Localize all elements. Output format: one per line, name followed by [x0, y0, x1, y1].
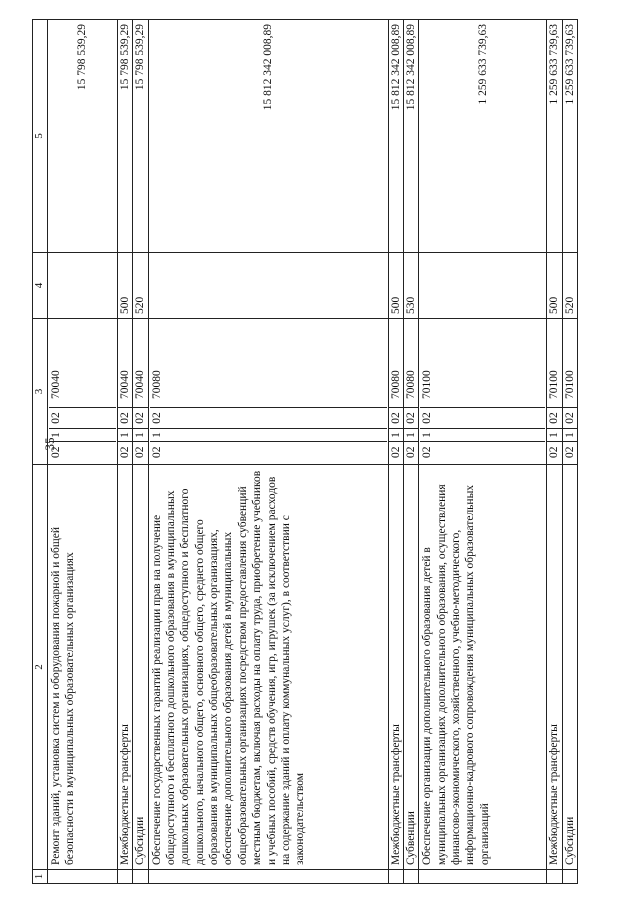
table-row — [562, 20, 577, 884]
row-expense-type — [148, 253, 388, 319]
code-main: 02 — [150, 408, 387, 429]
code-direction: 70080 — [389, 323, 403, 408]
row-name: Межбюджетные трансферты — [547, 465, 562, 870]
row-name: Субсидии — [133, 465, 148, 870]
code-sub: 1 — [404, 429, 418, 442]
row-expense-type — [47, 253, 117, 319]
row-name: Межбюджетные трансферты — [117, 465, 132, 870]
header-col-1: 1 — [33, 870, 48, 884]
code-direction: 70100 — [563, 323, 577, 408]
code-sub: 1 — [133, 429, 147, 442]
row-sum: 15 812 342 008,89 — [403, 20, 418, 253]
code-main: 02 — [563, 408, 577, 429]
row-name: Обеспечение государственных гарантий реализации прав на получение общедоступного и бесплатного дошкольного образования в муниципальных дошкольных образовательных организациях, общедоступного и бесплатного дошкольного, начального общего, основного общего, среднего общего образования в муниципальных общеобразовательных организациях, обеспечение дополнительного образования детей в муниципальных общеобразовательных организациях посредством предоставления субвенций местным бюджетам, включая расходы на оплату труда, приобретение учебников и учебных пособий, средств обучения, игр, игрушек (за исключением расходов на содержание зданий и оплату коммунальных услуг), в соответствии с законодательством — [148, 465, 388, 870]
code-sub: 1 — [547, 429, 561, 442]
row-expense-type: 500 — [117, 253, 132, 319]
code-direction: 70040 — [118, 323, 132, 408]
code-program: 02 — [118, 446, 131, 458]
row-code-cell — [403, 319, 418, 465]
row-spacer-cell — [117, 870, 132, 884]
header-col-3: 3 — [33, 319, 48, 465]
code-direction: 70100 — [420, 323, 545, 408]
page-number: 35 — [42, 437, 57, 451]
code-direction: 70100 — [547, 323, 561, 408]
table-row — [133, 20, 148, 884]
code-program: 02 — [389, 446, 402, 458]
row-spacer-cell — [562, 870, 577, 884]
row-sum: 15 812 342 008,89 — [148, 20, 388, 253]
row-code-cell — [562, 319, 577, 465]
table-row — [419, 20, 547, 884]
row-spacer-cell — [388, 870, 403, 884]
code-main: 02 — [49, 408, 116, 429]
code-sub: 1 — [420, 429, 545, 442]
code-program: 02 — [150, 446, 163, 458]
budget-table-rotated — [32, 20, 576, 884]
code-main: 02 — [133, 408, 147, 429]
row-name: Межбюджетные трансферты — [388, 465, 403, 870]
row-code-cell — [133, 319, 148, 465]
header-col-4: 4 — [33, 253, 48, 319]
row-code-cell — [47, 319, 117, 465]
code-program: 02 — [404, 446, 417, 458]
code-direction: 70040 — [133, 323, 147, 408]
code-sub: 1 — [389, 429, 403, 442]
row-code-cell — [117, 319, 132, 465]
row-expense-type — [419, 253, 547, 319]
row-code-cell — [148, 319, 388, 465]
row-sum: 15 812 342 008,89 — [388, 20, 403, 253]
row-spacer-cell — [419, 870, 547, 884]
row-expense-type: 520 — [133, 253, 148, 319]
header-col-2: 2 — [33, 465, 48, 870]
code-sub: 1 — [118, 429, 132, 442]
code-program: 02 — [548, 446, 561, 458]
row-name: Субвенции — [403, 465, 418, 870]
row-sum: 1 259 633 739,63 — [562, 20, 577, 253]
row-expense-type: 500 — [388, 253, 403, 319]
table-row — [388, 20, 403, 884]
row-spacer-cell — [133, 870, 148, 884]
row-name: Ремонт зданий, установка систем и оборудования пожарной и общей безопасности в муниципальных образовательных организациях — [47, 465, 117, 870]
table-row — [547, 20, 562, 884]
code-program: 02 — [563, 446, 576, 458]
row-expense-type: 530 — [403, 253, 418, 319]
code-sub: 1 — [49, 429, 116, 442]
row-code-cell — [388, 319, 403, 465]
code-direction: 70040 — [49, 323, 116, 408]
code-sub: 1 — [150, 429, 387, 442]
row-code-cell — [547, 319, 562, 465]
table-row — [403, 20, 418, 884]
table-row — [148, 20, 388, 884]
row-sum: 15 798 539,29 — [117, 20, 132, 253]
row-code-cell — [419, 319, 547, 465]
code-direction: 70080 — [404, 323, 418, 408]
code-main: 02 — [389, 408, 403, 429]
code-main: 02 — [547, 408, 561, 429]
table-row — [117, 20, 132, 884]
code-program: 02 — [49, 446, 62, 458]
code-program: 02 — [421, 446, 434, 458]
code-main: 02 — [420, 408, 545, 429]
row-expense-type: 520 — [562, 253, 577, 319]
row-spacer-cell — [547, 870, 562, 884]
header-col-5: 5 — [33, 20, 48, 253]
header-row — [33, 20, 48, 884]
row-spacer-cell — [403, 870, 418, 884]
row-name: Обеспечение организации дополнительного образования детей в муниципальных организациях дополнительного образования, осуществления финансово-экономического, хозяйственного, учебно-методического, информационно-кадрового сопровождения муниципальных образовательных организаций — [419, 465, 547, 870]
code-direction: 70080 — [150, 323, 387, 408]
row-sum: 1 259 633 739,63 — [419, 20, 547, 253]
row-spacer-cell — [148, 870, 388, 884]
row-sum: 1 259 633 739,63 — [547, 20, 562, 253]
code-sub: 1 — [563, 429, 577, 442]
code-main: 02 — [118, 408, 132, 429]
table-row — [47, 20, 117, 884]
row-sum: 15 798 539,29 — [47, 20, 117, 253]
row-name: Субсидии — [562, 465, 577, 870]
budget-table — [32, 19, 578, 884]
code-program: 02 — [134, 446, 147, 458]
row-expense-type: 500 — [547, 253, 562, 319]
code-main: 02 — [404, 408, 418, 429]
row-spacer-cell — [47, 870, 117, 884]
row-sum: 15 798 539,29 — [133, 20, 148, 253]
